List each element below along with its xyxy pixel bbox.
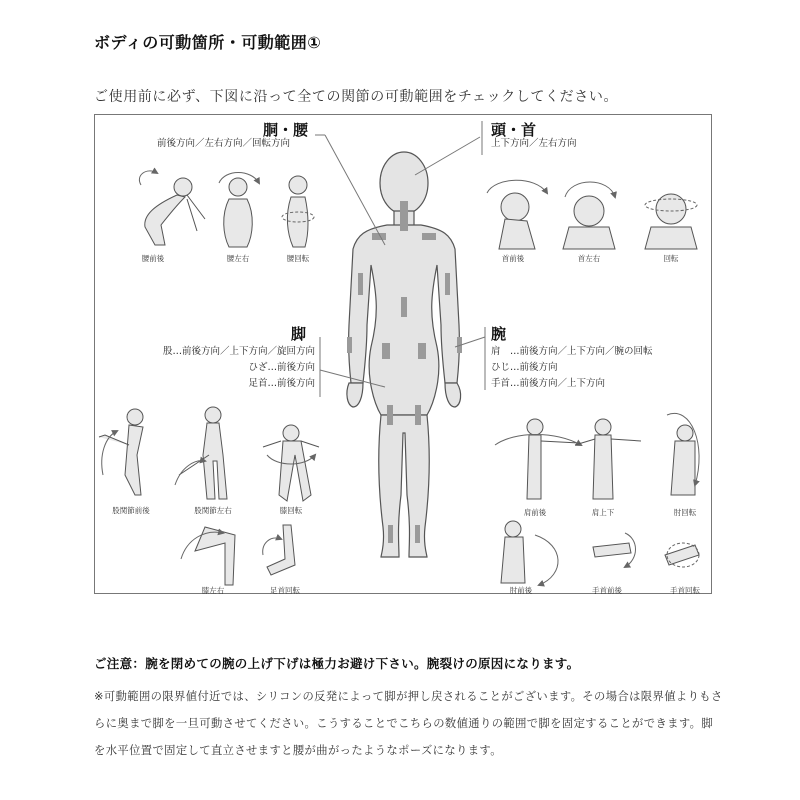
caption-ankle-rotate: 足首回転	[270, 586, 300, 595]
thumb-elbow-front-back	[501, 521, 558, 585]
note-text: ※可動範囲の限界値付近では、シリコンの反発によって脚が押し戻されることがございます。その場合は限界値よりもさらに奥まで脚を一旦可動させてください。こうすることでこちらの数値通りの範囲で脚を固定することができます。脚を水平位置で固定して直立させますと腰が曲がったようなポーズになります。	[94, 690, 723, 757]
thumb-wrist-front-back	[593, 533, 636, 567]
caption-wrist-rotate: 手首回転	[670, 586, 700, 595]
caption-knee-left-right: 膝左右	[201, 586, 225, 595]
caption-elbow-rotate: 肘回転	[673, 508, 697, 517]
thumb-neck-front-back	[487, 180, 547, 249]
head-subtitle: 上下方向／左右方向	[491, 138, 577, 149]
caption-hip-front-back: 股関節前後	[112, 506, 150, 515]
caption-shoulder-up-down: 肩上下	[591, 508, 615, 517]
caption-waist-left-right: 腰左右	[226, 254, 250, 263]
arms-line-1: 肩 …前後方向／上下方向／腕の回転	[491, 346, 653, 357]
caption-waist-rotate: 腰回転	[286, 254, 310, 263]
thumb-waist-front-back	[139, 171, 205, 245]
thumb-wrist-rotate	[665, 543, 699, 567]
thumb-knee-rotate	[263, 425, 319, 501]
caption-elbow-front-back: 肘前後	[509, 586, 533, 595]
thumb-waist-rotate	[282, 176, 314, 247]
caption-wrist-front-back: 手首前後	[592, 586, 622, 595]
intro-text: ご使用前に必ず、下図に沿って全ての関節の可動範囲をチェックしてください。	[94, 89, 619, 105]
thumb-ankle-rotate	[263, 525, 295, 575]
torso-subtitle: 前後方向／左右方向／回転方向	[157, 138, 291, 149]
thumb-waist-left-right	[219, 173, 259, 248]
caution-text: ご注意：腕を閉めての腕の上げ下げは極力お避け下さい。腕裂けの原因になります。	[94, 656, 580, 671]
thumb-hip-front-back	[99, 409, 143, 495]
joint-diagram	[94, 114, 712, 594]
legs-line-2: ひざ…前後方向	[248, 362, 315, 373]
caption-waist-front-back: 腰前後	[141, 254, 165, 263]
page-title: ボディの可動箇所・可動範囲①	[94, 33, 322, 52]
thumb-neck-left-right	[563, 182, 615, 249]
arms-title: 腕	[491, 325, 507, 343]
caption-knee-rotate: 膝回転	[279, 506, 303, 515]
legs-line-3: 足首…前後方向	[248, 378, 315, 389]
legs-title: 脚	[291, 325, 307, 343]
thumb-elbow-rotate	[667, 413, 699, 495]
caption-shoulder-front-back: 肩前後	[523, 508, 547, 517]
torso-title: 胴・腰	[263, 121, 309, 139]
thumb-shoulder-front-back	[495, 419, 581, 499]
thumb-shoulder-up-down	[575, 419, 641, 499]
thumb-neck-rotate	[645, 194, 697, 249]
caption-neck-front-back: 首前後	[501, 254, 525, 263]
thumb-knee-left-right	[181, 527, 235, 585]
caption-neck-left-right: 首左右	[577, 254, 601, 263]
legs-line-1: 股…前後方向／上下方向／旋回方向	[162, 346, 315, 357]
thumb-hip-left-right	[175, 407, 227, 499]
caption-hip-left-right: 股関節左右	[194, 506, 232, 515]
arms-line-3: 手首…前後方向／上下方向	[491, 378, 606, 389]
head-title: 頭・首	[491, 121, 537, 139]
arms-line-2: ひじ…前後方向	[491, 362, 558, 373]
caption-neck-rotate: 回転	[663, 254, 679, 263]
